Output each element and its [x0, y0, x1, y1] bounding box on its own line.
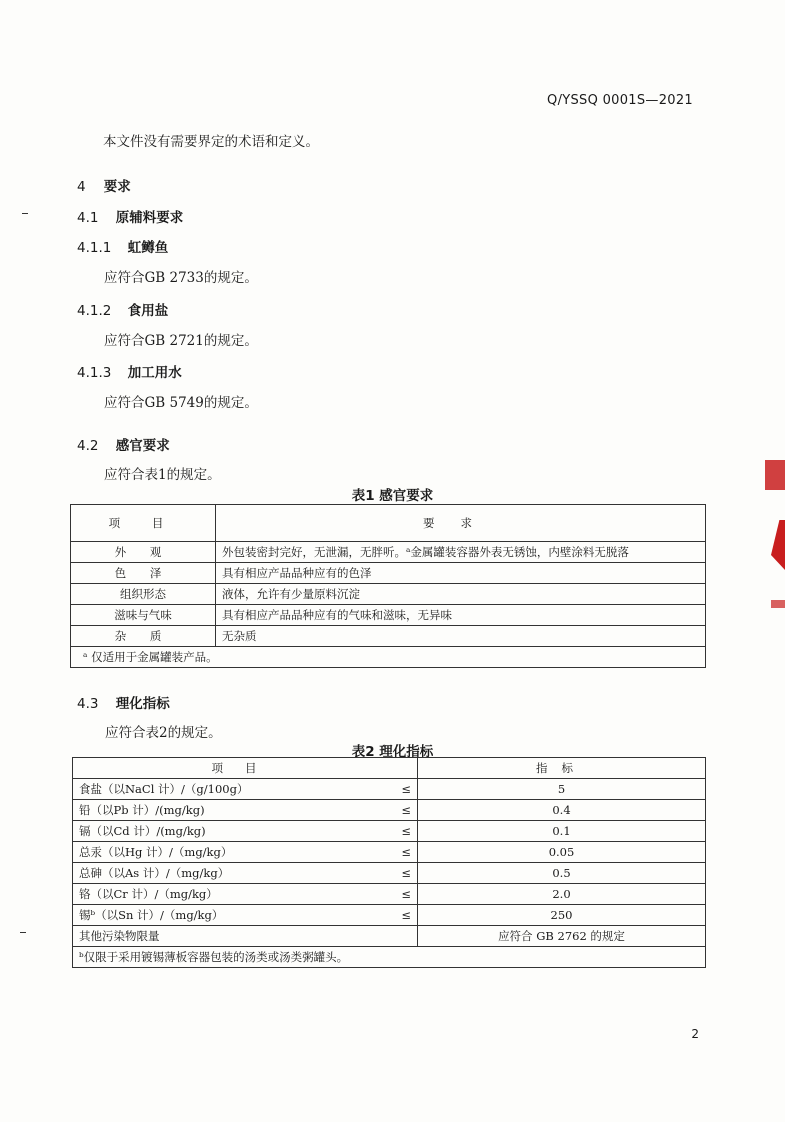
row-operator: ≤ — [375, 779, 418, 800]
table-row — [73, 821, 706, 842]
table-row — [73, 800, 706, 821]
header-value: 指标 — [418, 758, 706, 779]
row-name: 镉（以Cd 计）/(mg/kg) — [73, 821, 376, 842]
table-row — [71, 584, 706, 605]
row-name: 总汞（以Hg 计）/（mg/kg） — [73, 842, 376, 863]
section-title: 加工用水 — [127, 365, 182, 381]
seal-stamp-fragment — [765, 460, 785, 490]
row-item: 组织形态 — [71, 584, 216, 605]
row-item: 杂 质 — [71, 626, 216, 647]
row-name: 总砷（以As 计）/（mg/kg） — [73, 863, 376, 884]
table-row — [71, 605, 706, 626]
intro-text: 本文件没有需要界定的术语和定义。 — [103, 134, 319, 150]
section-title: 理化指标 — [115, 696, 170, 712]
row-name: 铅（以Pb 计）/(mg/kg) — [73, 800, 376, 821]
seal-stamp-fragment — [771, 600, 785, 608]
row-value: 0.5 — [418, 863, 706, 884]
header-requirement: 要求 — [216, 505, 706, 542]
table-header-row — [71, 505, 706, 542]
row-operator: ≤ — [375, 863, 418, 884]
table-row — [71, 542, 706, 563]
table-row — [73, 842, 706, 863]
section-4-2-body: 应符合表1的规定。 — [104, 467, 221, 483]
section-4-2-heading — [77, 434, 170, 454]
scan-mark — [22, 213, 28, 214]
row-value: 0.05 — [418, 842, 706, 863]
row-item: 滋味与气味 — [71, 605, 216, 626]
section-title: 食用盐 — [127, 303, 169, 319]
table-footnote: ᵃ 仅适用于金属罐装产品。 — [71, 647, 706, 668]
section-number: 4.1.2 — [77, 303, 112, 319]
section-title: 虹鳟鱼 — [127, 240, 169, 256]
row-name: 铬（以Cr 计）/（mg/kg） — [73, 884, 376, 905]
row-value: 应符合 GB 2762 的规定 — [418, 926, 706, 947]
row-operator: ≤ — [375, 800, 418, 821]
header-item: 项目 — [73, 758, 418, 779]
row-requirement: 外包装密封完好，无泄漏，无胖听。ᵃ金属罐装容器外表无锈蚀，内壁涂料无脱落 — [216, 542, 706, 563]
row-operator: ≤ — [375, 842, 418, 863]
table-row — [73, 884, 706, 905]
section-4-3-heading — [77, 692, 170, 712]
row-item: 色 泽 — [71, 563, 216, 584]
table-header-row — [73, 758, 706, 779]
section-title: 原辅料要求 — [115, 210, 184, 226]
section-number: 4.1.3 — [77, 365, 112, 381]
section-number: 4 — [77, 179, 86, 195]
row-operator: ≤ — [375, 884, 418, 905]
row-requirement: 具有相应产品品种应有的色泽 — [216, 563, 706, 584]
row-value: 2.0 — [418, 884, 706, 905]
section-number: 4.1 — [77, 210, 99, 226]
row-requirement: 液体，允许有少量原料沉淀 — [216, 584, 706, 605]
section-4-1-1-body: 应符合GB 2733的规定。 — [104, 270, 258, 286]
table-row — [71, 563, 706, 584]
table-row — [71, 626, 706, 647]
section-4-3-body: 应符合表2的规定。 — [105, 725, 222, 741]
table-footnote-row — [71, 647, 706, 668]
table-row — [73, 779, 706, 800]
section-number: 4.2 — [77, 438, 99, 454]
table-footnote-row — [73, 947, 706, 968]
table-row — [73, 905, 706, 926]
section-title: 感官要求 — [115, 438, 170, 454]
table-2-physicochemical — [72, 757, 706, 968]
section-title: 要求 — [103, 179, 131, 195]
section-4-1-2-heading — [77, 299, 168, 319]
section-number: 4.3 — [77, 696, 99, 712]
row-requirement: 具有相应产品品种应有的气味和滋味，无异味 — [216, 605, 706, 626]
table-row — [73, 863, 706, 884]
row-value: 0.4 — [418, 800, 706, 821]
section-4-1-3-heading — [77, 361, 182, 381]
row-name: 锡ᵇ（以Sn 计）/（mg/kg） — [73, 905, 376, 926]
table-2-caption: 表2 理化指标 — [351, 744, 434, 760]
section-4-1-1-heading — [77, 236, 168, 256]
section-4-heading — [77, 175, 131, 195]
row-operator: ≤ — [375, 905, 418, 926]
header-item: 项 目 — [71, 505, 216, 542]
row-operator: ≤ — [375, 821, 418, 842]
seal-stamp-fragment — [771, 520, 785, 570]
row-name: 食盐（以NaCl 计）/（g/100g） — [73, 779, 376, 800]
section-number: 4.1.1 — [77, 240, 112, 256]
section-4-1-heading — [77, 206, 183, 226]
table-footnote: ᵇ仅限于采用镀锡薄板容器包装的汤类或汤类粥罐头。 — [73, 947, 706, 968]
table-1-caption: 表1 感官要求 — [351, 488, 434, 504]
row-value: 5 — [418, 779, 706, 800]
standard-code: Q/YSSQ 0001S—2021 — [547, 93, 693, 108]
section-4-1-3-body: 应符合GB 5749的规定。 — [104, 395, 258, 411]
table-row — [73, 926, 706, 947]
row-value: 0.1 — [418, 821, 706, 842]
row-requirement: 无杂质 — [216, 626, 706, 647]
row-name: 其他污染物限量 — [73, 926, 418, 947]
scan-mark — [20, 932, 26, 933]
section-4-1-2-body: 应符合GB 2721的规定。 — [104, 333, 258, 349]
row-item: 外 观 — [71, 542, 216, 563]
table-1-sensory — [70, 504, 706, 668]
page-number: 2 — [691, 1027, 699, 1041]
row-value: 250 — [418, 905, 706, 926]
